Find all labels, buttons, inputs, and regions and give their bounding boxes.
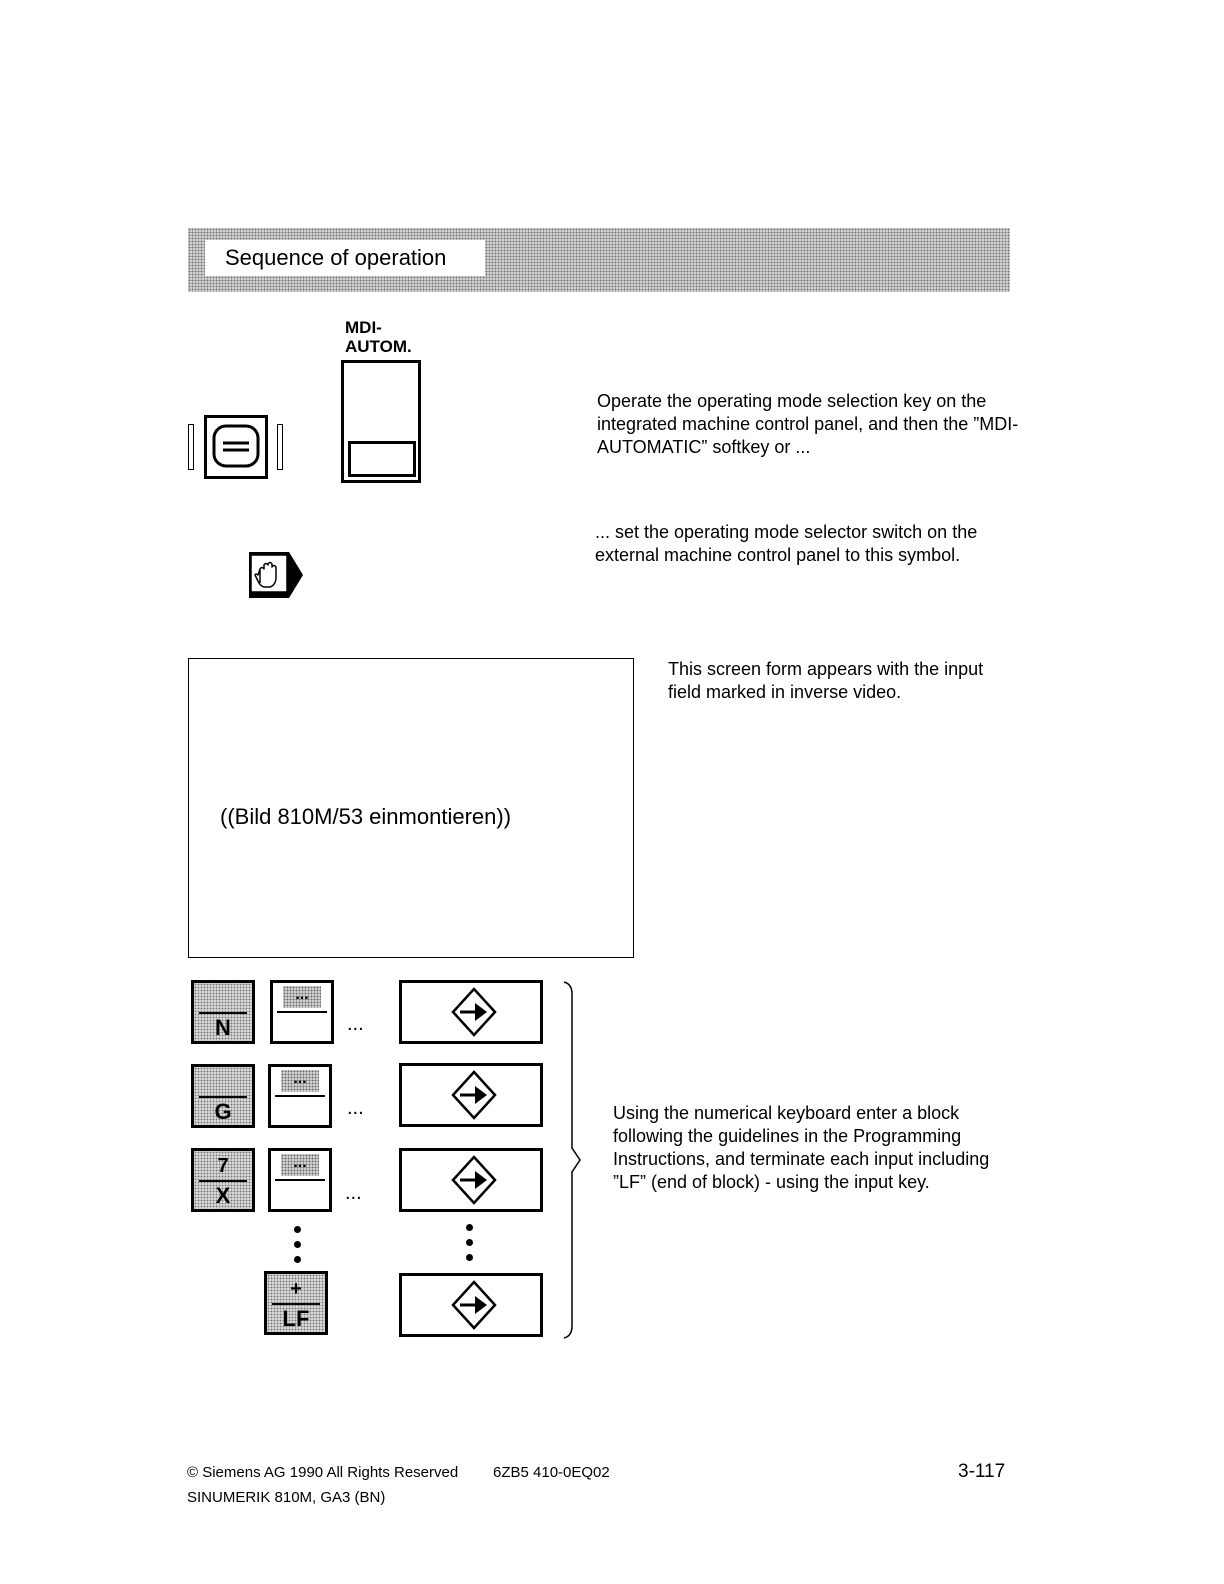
input-key[interactable] — [399, 1063, 543, 1127]
continuation-dots — [294, 1226, 301, 1271]
lf-key[interactable]: + LF — [264, 1271, 328, 1335]
continuation-dots — [466, 1224, 473, 1269]
mdi-softkey-label: MDI- AUTOM. — [345, 318, 412, 356]
x-7-key[interactable]: 7 X — [191, 1148, 255, 1212]
continuation-ellipsis: ... — [345, 1182, 362, 1204]
footer-product: SINUMERIK 810M, GA3 (BN) — [187, 1489, 386, 1506]
input-key[interactable] — [399, 980, 543, 1044]
footer-copyright: © Siemens AG 1990 All Rights Reserved — [187, 1464, 459, 1481]
continuation-ellipsis: ... — [347, 1013, 364, 1035]
softkey-face — [348, 441, 416, 477]
g-key[interactable]: G — [191, 1064, 255, 1128]
step2-description: ... set the operating mode selector switch on the external machine control panel to this symbol. — [595, 522, 978, 565]
grouping-brace — [560, 980, 586, 1340]
value-key[interactable]: ... — [268, 1148, 332, 1212]
value-key[interactable]: ... — [268, 1064, 332, 1128]
page-number: 3-117 — [958, 1461, 1006, 1482]
input-arrow-icon — [451, 1070, 497, 1120]
n-key[interactable]: N — [191, 980, 255, 1044]
area-switchover-key[interactable] — [204, 415, 268, 479]
input-arrow-icon — [451, 1155, 497, 1205]
right-bar — [277, 424, 283, 470]
mode-selector-symbol — [247, 550, 307, 607]
screen-placeholder-text: ((Bild 810M/53 einmontieren)) — [220, 804, 512, 829]
continuation-ellipsis: ... — [347, 1097, 364, 1119]
step3-description: This screen form appears with the input field marked in inverse video. — [668, 659, 984, 702]
footer-doc-number: 6ZB5 410-0EQ02 — [493, 1464, 610, 1481]
section-title: Sequence of operation — [205, 240, 485, 276]
value-key[interactable]: ... — [270, 980, 334, 1044]
input-key[interactable] — [399, 1148, 543, 1212]
mdi-automatic-softkey[interactable] — [341, 360, 421, 483]
input-arrow-icon — [451, 1280, 497, 1330]
monitor-icon — [207, 418, 265, 476]
step4-description: Using the numerical keyboard enter a block following the guidelines in the Programming Instructions, and terminate each input including ”LF” (end of block) - using the input key. — [613, 1103, 990, 1192]
input-arrow-icon — [451, 987, 497, 1037]
hand-icon — [247, 550, 307, 602]
left-bar — [188, 424, 194, 470]
step1-description: Operate the operating mode selection key on the integrated machine control panel, and then the ”MDI-AUTOMATIC” softkey or ... — [597, 391, 1019, 457]
input-key[interactable] — [399, 1273, 543, 1337]
